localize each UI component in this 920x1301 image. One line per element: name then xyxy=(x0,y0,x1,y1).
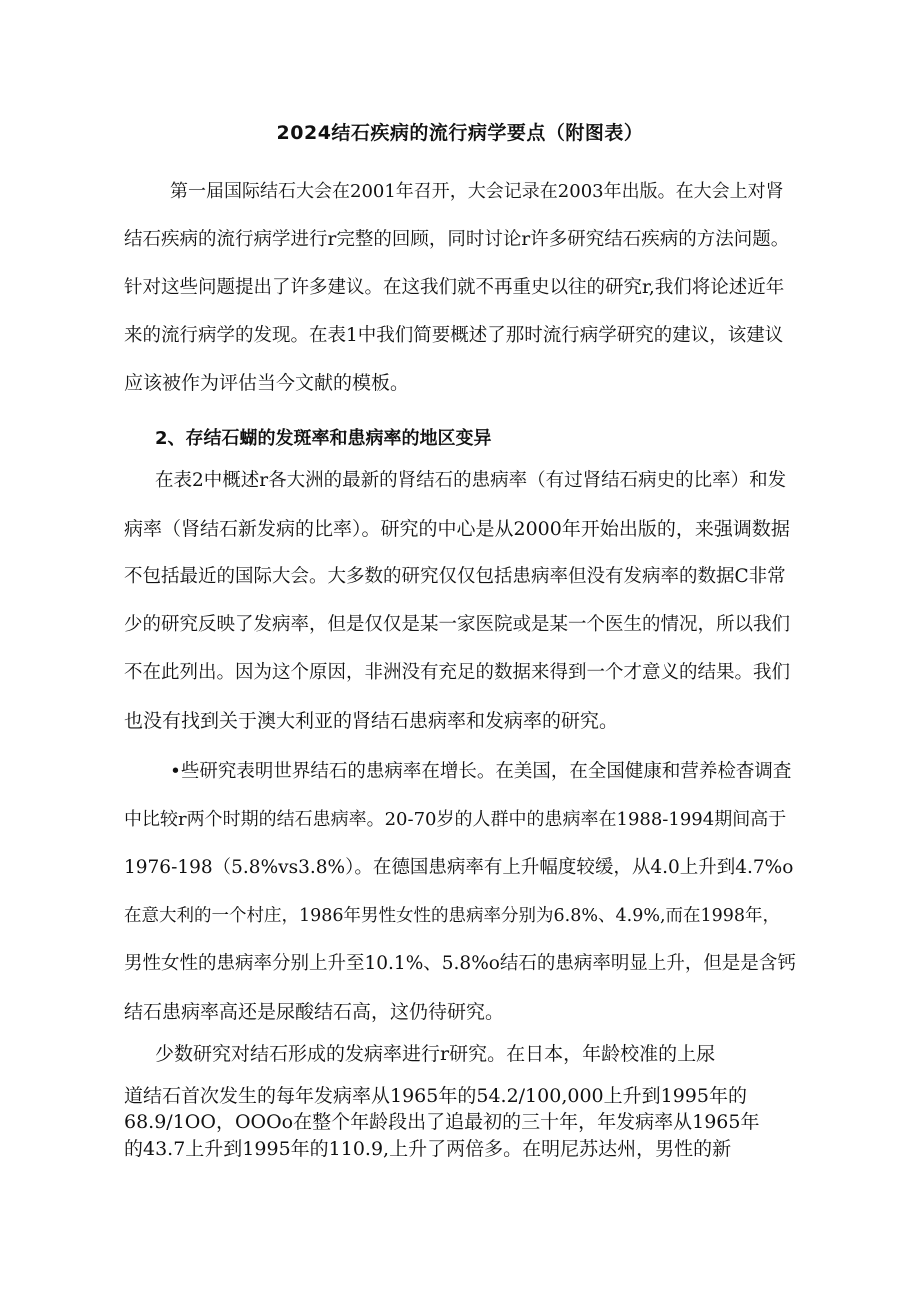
paragraph-1-line-5: 应该被作为评估当今文献的模板。 xyxy=(124,372,410,394)
paragraph-2-line-4: 少的研究反映了发病率，但是仅仅是某一家医院或是某一个医生的情况，所以我们 xyxy=(124,614,791,635)
paragraph-4-line-1: 少数研究对结石形成的发病率进行r研究。在日本，年龄校准的上尿 xyxy=(155,1043,716,1065)
paragraph-3-line-2: 中比较r两个时期的结石患病率。20-70岁的人群中的患病率在1988-1994期间高于 xyxy=(124,809,787,830)
paragraph-3-line-3: 1976-198（5.8%vs3.8%）。在德国患病率有上升幅度较缓，从4.0上升到4.7%o xyxy=(124,857,794,878)
paragraph-1-line-3: 针对这些问题提出了许多建议。在这我们就不再重史以往的研究r,我们将论述近年 xyxy=(124,277,785,298)
paragraph-2-line-3: 不包括最近的国际大会。大多数的研究仅仅包括患病率但没有发病率的数据C非常 xyxy=(124,566,786,587)
paragraph-1-line-2: 结石疾病的流行病学进行r完整的回顾，同时讨论r许多研究结石疾病的方法问题。 xyxy=(124,229,790,250)
paragraph-4-line-4: 的43.7上升到1995年的110.9,上升了两倍多。在明尼苏达州，男性的新 xyxy=(124,1138,732,1160)
paragraph-1-line-1: 第一届国际结石大会在2001年召开，大会记录在2003年出版。在大会上对肾 xyxy=(170,181,784,202)
paragraph-3-line-5: 男性女性的患病率分别上升至10.1%、5.8%o结石的患病率明显上升，但是是含钙 xyxy=(124,953,796,974)
paragraph-2-line-2: 病率（肾结石新发病的比率）。研究的中心是从2000年开始出版的，来强调数据 xyxy=(124,518,790,540)
paragraph-3-line-1: •些研究表明世界结石的患病率在增长。在美国，在全国健康和营养检杳调査 xyxy=(170,761,792,782)
paragraph-4-line-3: 68.9/1OO，OOOo在整个年龄段出了追最初的三十年，年发病率从1965年 xyxy=(124,1111,760,1133)
paragraph-3-line-6: 结石患病率高还是尿酸结石高，这仍待研究。 xyxy=(124,1001,505,1023)
paragraph-4-line-2: 道结石首次发生的每年发病率从1965年的54.2/100,000上升到1995年的 xyxy=(124,1085,747,1107)
paragraph-2-line-5: 不在此列出。因为这个原因，非洲没有充足的数据来得到一个才意义的结果。我们 xyxy=(124,662,791,683)
paragraph-1-line-4: 来的流行病学的发现。在表1中我们简要概述了那时流行病学研究的建议，该建议 xyxy=(124,325,784,346)
document-title: 2024结石疾病的流行病学要点（附图表） xyxy=(276,122,644,144)
section-heading: 2、存结石蝴的发斑率和患病率的地区变异 xyxy=(155,428,492,449)
paragraph-2-line-6: 也没有找到关于澳大利亚的肾结石患病率和发病率的研究。 xyxy=(124,710,619,732)
paragraph-3-line-4: 在意大利的一个村庄，1986年男性女性的患病率分别为6.8%、4.9%,而在1998年， xyxy=(124,906,781,926)
paragraph-2-line-1: 在表2中概述r各大洲的最新的肾结石的患病率（有过肾结石病史的比率）和发 xyxy=(155,470,787,491)
